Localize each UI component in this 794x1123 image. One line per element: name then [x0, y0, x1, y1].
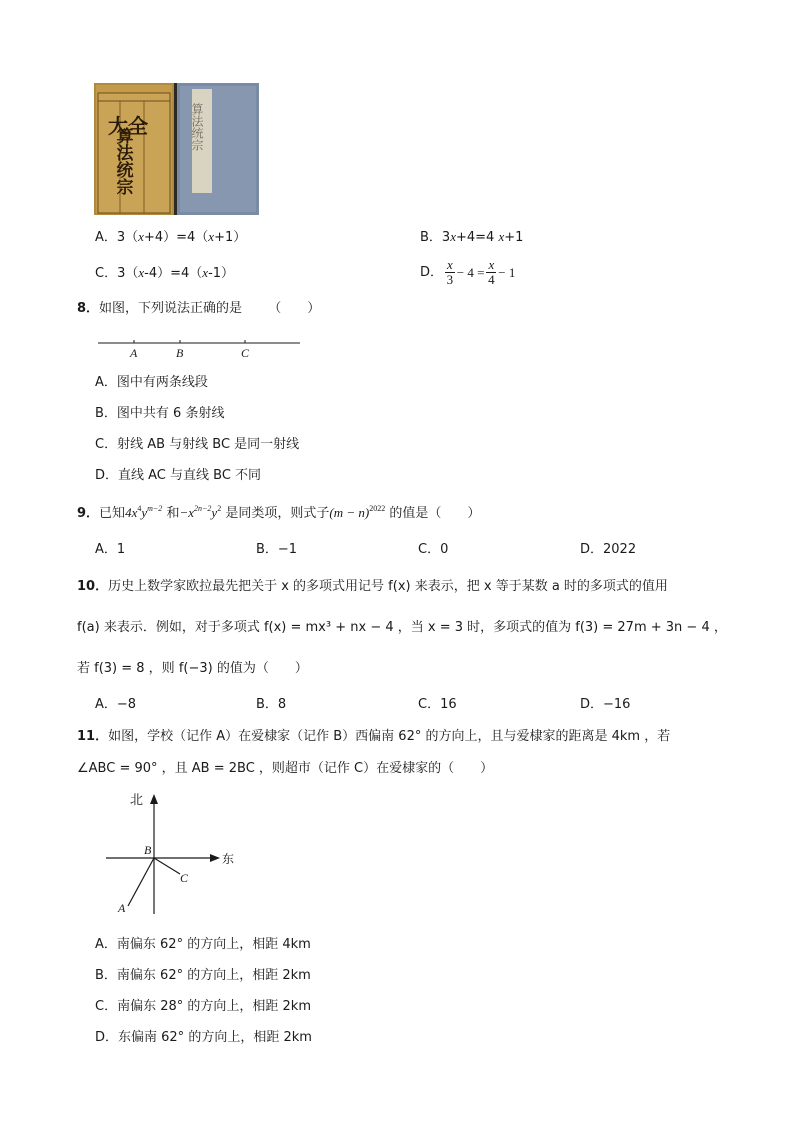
book-left-title-0: 算法统宗 — [113, 127, 133, 195]
point-c-label: C — [180, 871, 189, 885]
q8-option-d: D．直线 AC 与直线 BC 不同 — [95, 468, 262, 483]
q7-option-d: D． $\frac{x}{3}$ − 4 = $\frac{x}{4}$ − 1 — [420, 257, 516, 288]
q11-option-a: A．南偏东 62° 的方向上，相距 4km — [95, 937, 311, 952]
q11-line1: 11．如图，学校（记作 A）在爱棣家（记作 B）西偏南 62° 的方向上，且与爱棣家的距离是 4km ，若 — [77, 729, 671, 744]
q11-option-c: C．南偏东 28° 的方向上，相距 2km — [95, 999, 311, 1014]
point-a-label: A — [118, 901, 126, 915]
q11-direction-figure — [100, 788, 240, 918]
q8-option-a: A．图中有两条线段 — [95, 375, 208, 390]
q8-line-figure — [96, 336, 302, 360]
q8-option-c: C．射线 AB 与射线 BC 是同一射线 — [95, 437, 300, 452]
q9-option-d: D．2022 — [580, 542, 637, 557]
point-b-label: B — [176, 346, 184, 360]
q10-line3: 若 f(3) = 8 ，则 f(−3) 的值为（ ） — [77, 661, 308, 676]
q8-stem: 8．如图，下列说法正确的是 （ ） — [77, 301, 321, 316]
q10-line1: 10．历史上数学家欧拉最先把关于 x 的多项式用记号 f(x) 来表示，把 x 等于某数 a 时的多项式的值用 — [77, 579, 668, 594]
north-label: 北 — [130, 792, 144, 807]
q9-option-b: B．−1 — [256, 542, 298, 557]
point-b-label: B — [144, 843, 152, 857]
book-left-title-1: 大全 — [108, 116, 148, 138]
point-c-label: C — [241, 346, 250, 360]
q7-option-b: B．3x+4=4 x+1 — [420, 229, 524, 245]
q10-option-c: C．16 — [418, 697, 457, 712]
q9-option-a: A．1 — [95, 542, 126, 557]
q11-option-d: D．东偏南 62° 的方向上，相距 2km — [95, 1030, 312, 1045]
book-right-title: 算法统宗 — [190, 103, 204, 151]
q8-option-b: B．图中共有 6 条射线 — [95, 406, 225, 421]
point-a-label: A — [130, 346, 138, 360]
q11-option-b: B．南偏东 62° 的方向上，相距 2km — [95, 968, 311, 983]
q9-option-c: C．0 — [418, 542, 449, 557]
q7-option-a: A．3（x+4）=4（x+1） — [95, 229, 247, 245]
q9-stem: 9．已知$4x^4y^{m-2}$ 和$-x^{2n-2}y^2$ 是同类项，则式子$(m - n)^{2022}$ 的值是（ ） — [77, 504, 481, 521]
q10-line2: f(a) 来表示．例如，对于多项式 f(x) = mx³ + nx − 4 ，当 x = 3 时，多项式的值为 f(3) = 27m + 3n − 4 ， — [77, 620, 727, 635]
book-cover-image — [94, 83, 259, 215]
q11-line2: ∠ABC = 90° ，且 AB = 2BC ，则超市（记作 C）在爱棣家的（ ） — [77, 761, 494, 776]
q10-option-b: B．8 — [256, 697, 287, 712]
q10-option-a: A．−8 — [95, 697, 137, 712]
q7-option-c: C．3（x-4）=4（x-1） — [95, 265, 235, 281]
q10-option-d: D．−16 — [580, 697, 631, 712]
east-label: 东 — [222, 852, 235, 866]
